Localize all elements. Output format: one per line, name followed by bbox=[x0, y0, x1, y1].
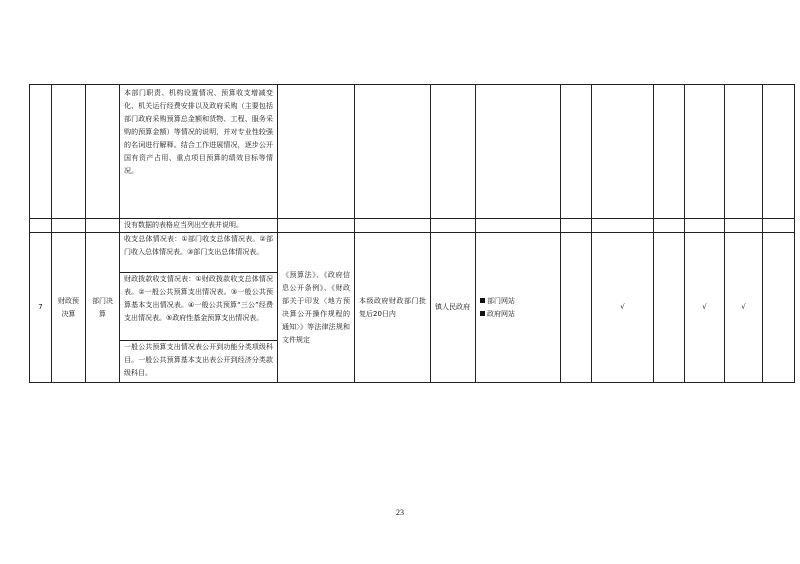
table-row-note bbox=[30, 219, 795, 233]
description-note-text: 没有数据的表格应当列出空表并说明。 bbox=[124, 221, 243, 229]
cell-channel-empty bbox=[476, 85, 561, 219]
cell-empty-9 bbox=[561, 85, 592, 219]
cell-subject bbox=[431, 233, 476, 383]
cell-category-empty bbox=[52, 85, 86, 219]
table-row-7-a bbox=[30, 233, 795, 273]
channel-2 bbox=[476, 308, 560, 321]
check-mark-3: √ bbox=[725, 233, 763, 383]
filled-square-icon bbox=[480, 311, 485, 316]
subject-text: 镇人民政府 bbox=[435, 303, 470, 311]
cell-item-1 bbox=[120, 233, 278, 273]
table-row-continued bbox=[30, 85, 795, 219]
check-mark-1: √ bbox=[592, 233, 654, 383]
cell-time-limit bbox=[355, 233, 431, 383]
cell-basis-empty bbox=[278, 85, 355, 219]
cell-empty-10 bbox=[592, 85, 654, 219]
channel-2-text: 政府网站 bbox=[487, 309, 515, 318]
row-subcategory bbox=[86, 233, 120, 383]
row-category bbox=[52, 233, 86, 383]
cell-empty-14-r7 bbox=[763, 233, 795, 383]
row-index: 7 bbox=[30, 233, 52, 383]
cell-empty-11-r7 bbox=[654, 233, 685, 383]
cell-item-2 bbox=[120, 273, 278, 341]
cell-item-3 bbox=[120, 341, 278, 383]
page-number: 23 bbox=[396, 508, 404, 517]
description-main-text: 本部门职责、机构设置情况、预算收支增减变化、机关运行经费安排以及政府采购（主要包括部门政府采购预算总金额和货物、工程、服务采购的预算金额）等情况的说明，并对专业性较强的名词进行解释。结合工作进展情况，逐步公开国有资产占用、重点项目预算的绩效目标等情况。 bbox=[124, 89, 273, 175]
cell-basis bbox=[278, 233, 355, 383]
check-mark-2: √ bbox=[685, 233, 725, 383]
channel-1-text: 部门网站 bbox=[487, 296, 515, 305]
channel-1 bbox=[476, 295, 560, 308]
item-1-text: 收支总体情况表：①部门收支总体情况表。②部门收入总体情况表。③部门支出总体情况表。 bbox=[124, 235, 273, 256]
category-text: 财政预决算 bbox=[58, 296, 79, 318]
cell-description-note bbox=[120, 219, 278, 233]
cell-empty-11 bbox=[654, 85, 685, 219]
cell-subject-empty bbox=[431, 85, 476, 219]
disclosure-table bbox=[29, 84, 795, 383]
cell-empty-13 bbox=[725, 85, 763, 219]
subcategory-text: 部门决算 bbox=[92, 296, 113, 318]
item-2-text: 财政拨款收支情况表：①财政拨款收支总体情况表。②一般公共预算支出情况表。③一般公共预算基本支出情况表。④一般公共预算“三公”经费支出情况表。⑤政府性基金预算支出情况表。 bbox=[124, 275, 273, 322]
cell-empty-9-r7 bbox=[561, 233, 592, 383]
cell-subcategory-empty bbox=[86, 85, 120, 219]
cell-index-empty bbox=[30, 85, 52, 219]
cell-description-main bbox=[120, 85, 278, 219]
time-limit-text: 本级政府财政部门批复后20日内 bbox=[359, 296, 426, 318]
cell-channels bbox=[476, 233, 561, 383]
cell-empty-12 bbox=[685, 85, 725, 219]
basis-text: 《预算法》、《政府信息公开条例》、《财政部关于印发〈地方预决算公开操作规程的通知〉》等法律法规和文件规定 bbox=[282, 270, 350, 344]
cell-time-empty bbox=[355, 85, 431, 219]
cell-empty-14 bbox=[763, 85, 795, 219]
filled-square-icon bbox=[480, 298, 485, 303]
item-3-text: 一般公共预算支出情况表公开到功能分类项级科目。一般公共预算基本支出表公开到经济分类款级科目。 bbox=[124, 343, 273, 377]
